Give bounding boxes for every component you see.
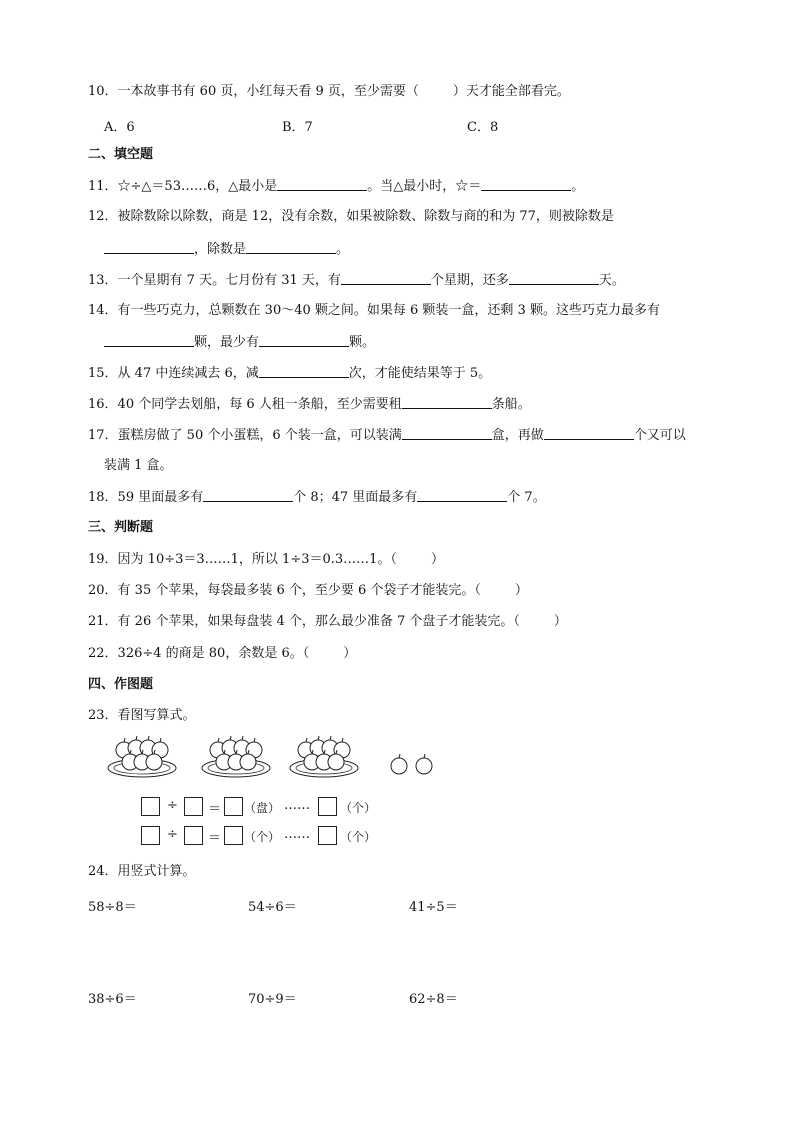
question-15: 15．从 47 中连续减去 6，减 次，才能使结果等于 5。 bbox=[88, 366, 492, 381]
answer-box[interactable] bbox=[141, 797, 160, 816]
option-b[interactable]: B．7 bbox=[282, 120, 313, 135]
question-17-cont: 装满 1 盒。 bbox=[104, 458, 173, 473]
plate-icon bbox=[108, 736, 176, 777]
answer-box[interactable] bbox=[184, 797, 203, 816]
question-12-cont: ，除数是 。 bbox=[104, 241, 349, 258]
divide-sign: ÷ bbox=[167, 798, 178, 813]
answer-box[interactable] bbox=[224, 826, 243, 845]
calc-problem: 70÷9＝ bbox=[248, 992, 297, 1007]
equals-sign: ＝ bbox=[208, 802, 222, 817]
question-17: 17．蛋糕房做了 50 个小蛋糕，6 个装一盒，可以装满 盒，再做 个又可以 bbox=[88, 428, 686, 443]
section-fill-in: 二、填空题 bbox=[88, 147, 154, 162]
apple-icon bbox=[391, 754, 407, 774]
plate-icon bbox=[290, 736, 358, 777]
question-14-cont: 颗，最少有 颗。 bbox=[104, 334, 375, 351]
answer-blank[interactable] bbox=[246, 241, 336, 254]
answer-blank[interactable] bbox=[417, 489, 507, 502]
remainder-dots: …… bbox=[284, 798, 310, 813]
answer-box[interactable] bbox=[224, 797, 243, 816]
remainder-dots: …… bbox=[284, 827, 310, 842]
unit-label: （个） bbox=[340, 830, 377, 844]
answer-box[interactable] bbox=[318, 826, 337, 845]
answer-blank[interactable] bbox=[509, 272, 599, 285]
answer-blank[interactable] bbox=[277, 178, 367, 191]
question-18: 18．59 里面最多有 个 8；47 里面最多有 个 7。 bbox=[88, 490, 546, 505]
answer-blank[interactable] bbox=[544, 427, 634, 440]
answer-blank[interactable] bbox=[259, 334, 349, 347]
answer-box[interactable] bbox=[184, 826, 203, 845]
section-drawing: 四、作图题 bbox=[88, 677, 154, 692]
unit-label: （盘） bbox=[244, 801, 281, 815]
question-11: 11．☆÷△＝53……6，△最小是 。当△最小时，☆＝ 。 bbox=[88, 179, 585, 194]
question-23: 23．看图写算式。 bbox=[88, 708, 196, 723]
unit-label: （个） bbox=[244, 830, 281, 844]
calc-problem: 58÷8＝ bbox=[88, 900, 137, 915]
answer-box[interactable] bbox=[141, 826, 160, 845]
plate-icon bbox=[202, 736, 270, 777]
option-a[interactable]: A．6 bbox=[104, 120, 135, 135]
answer-blank[interactable] bbox=[259, 365, 349, 378]
option-c[interactable]: C．8 bbox=[467, 120, 499, 135]
apples-picture bbox=[100, 736, 450, 786]
question-10: 10．一本故事书有 60 页，小红每天看 9 页，至少需要（ ）天才能全部看完。 bbox=[88, 84, 570, 99]
equals-sign: ＝ bbox=[208, 831, 222, 846]
unit-label: （个） bbox=[340, 801, 377, 815]
question-20: 20．有 35 个苹果，每袋最多装 6 个，至少要 6 个袋子才能装完。（ ） bbox=[88, 583, 528, 598]
answer-blank[interactable] bbox=[402, 396, 492, 409]
question-24: 24．用竖式计算。 bbox=[88, 864, 196, 879]
question-14: 14．有一些巧克力，总颗数在 30～40 颗之间。如果每 6 颗装一盒，还剩 3 颗。这些巧克力最多有 bbox=[88, 303, 660, 318]
answer-box[interactable] bbox=[318, 797, 337, 816]
answer-blank[interactable] bbox=[341, 272, 431, 285]
calc-problem: 38÷6＝ bbox=[88, 992, 137, 1007]
question-16: 16．40 个同学去划船，每 6 人租一条船，至少需要租 条船。 bbox=[88, 397, 531, 412]
question-19: 19．因为 10÷3＝3……1，所以 1÷3＝0.3……1。（ ） bbox=[88, 552, 444, 567]
section-true-false: 三、判断题 bbox=[88, 520, 154, 535]
answer-blank[interactable] bbox=[402, 427, 492, 440]
answer-blank[interactable] bbox=[203, 489, 293, 502]
answer-blank[interactable] bbox=[481, 178, 571, 191]
answer-blank[interactable] bbox=[104, 334, 194, 347]
answer-blank[interactable] bbox=[104, 241, 194, 254]
calc-problem: 62÷8＝ bbox=[409, 992, 458, 1007]
question-21: 21．有 26 个苹果，如果每盘装 4 个，那么最少准备 7 个盘子才能装完。（ ） bbox=[88, 614, 567, 629]
question-13: 13．一个星期有 7 天。七月份有 31 天，有 个星期，还多 天。 bbox=[88, 273, 625, 288]
calc-problem: 54÷6＝ bbox=[248, 900, 297, 915]
question-12: 12．被除数除以除数，商是 12，没有余数，如果被除数、除数与商的和为 77，则被除数是 bbox=[88, 209, 614, 224]
apple-icon bbox=[416, 754, 432, 774]
divide-sign: ÷ bbox=[167, 827, 178, 842]
question-22: 22．326÷4 的商是 80，余数是 6。（ ） bbox=[88, 646, 357, 661]
calc-problem: 41÷5＝ bbox=[409, 900, 458, 915]
